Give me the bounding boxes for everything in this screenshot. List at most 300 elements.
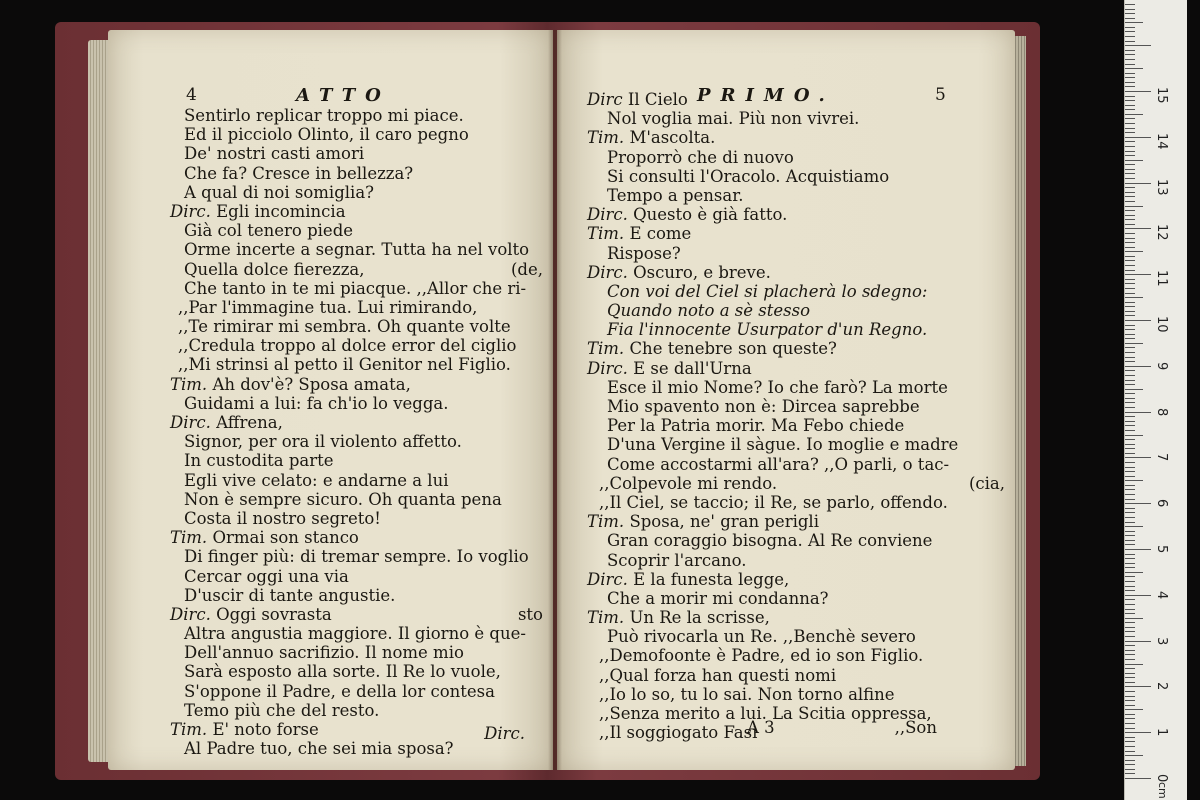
ruler-number: 12: [1154, 224, 1169, 241]
ruler-tick: [1125, 654, 1135, 655]
ruler-tick: [1125, 609, 1135, 610]
ruler-number: 10: [1154, 316, 1169, 333]
ruler-tick: [1125, 444, 1135, 445]
line-text: ,,Il Ciel, se taccio; il Re, se parlo, offendo.: [599, 492, 948, 512]
ruler-number: 9: [1154, 361, 1169, 371]
ruler-tick: [1125, 531, 1135, 532]
ruler-tick: [1125, 476, 1135, 477]
ruler-tick: [1125, 96, 1135, 97]
ruler-tick: [1125, 59, 1135, 60]
ruler-tick: [1125, 274, 1151, 275]
ruler-tick: [1125, 238, 1135, 239]
verse-line: [108, 567, 553, 586]
ruler-number: 5: [1154, 545, 1169, 554]
line-text: Quella dolce fierezza,: [184, 259, 365, 279]
verse-line: [108, 394, 553, 413]
ruler-tick: [1125, 361, 1135, 362]
ruler-number: 11: [1154, 270, 1169, 287]
ruler-tick: [1125, 389, 1143, 390]
line-text: Può rivocarla un Re. ,,Benchè severo: [607, 627, 916, 647]
ruler-tick: [1125, 169, 1135, 170]
line-text: Costa il nostro segreto!: [184, 508, 381, 528]
verse-line: [108, 682, 553, 701]
line-text: Ed il picciolo Olinto, il caro pegno: [184, 125, 469, 145]
ruler-tick: [1125, 357, 1135, 358]
ruler-number: 3: [1154, 636, 1169, 645]
verse-line: [557, 435, 1015, 454]
ruler-tick: [1125, 631, 1135, 632]
line-text: Dell'annuo sacrifizio. Il nome mio: [184, 643, 464, 663]
ruler-tick: [1125, 554, 1135, 555]
left-page-footer: [108, 726, 553, 748]
speech-line: [557, 570, 1015, 589]
ruler-tick: [1125, 151, 1135, 152]
ruler-tick: [1125, 82, 1135, 83]
line-text: Esce il mio Nome? Io che farò? La morte: [607, 377, 948, 397]
line-text: Guidami a lui: fa ch'io lo vegga.: [184, 393, 449, 413]
line-text: ,,Demofoonte è Padre, ed io son Figlio.: [599, 646, 924, 666]
catchword: Dirc.: [484, 724, 525, 743]
verse-line: [557, 666, 1015, 685]
ruler-number: 1: [1154, 728, 1169, 737]
verse-line: [557, 646, 1015, 665]
ruler-number: 8: [1154, 407, 1169, 416]
line-text: Di finger più: di tremar sempre. Io voglio: [184, 547, 529, 567]
ruler-tick: [1125, 293, 1135, 294]
line-text: Sposa, ne' gran perigli: [629, 512, 819, 532]
ruler-tick: [1125, 109, 1135, 110]
speech-line: [108, 413, 553, 432]
ruler-tick: [1125, 576, 1135, 577]
ruler-tick: [1125, 645, 1135, 646]
verse-line: [557, 685, 1015, 704]
ruler-tick: [1125, 283, 1135, 284]
ruler-tick: [1125, 31, 1135, 32]
ruler-tick: [1125, 700, 1135, 701]
verse-line: [557, 493, 1015, 512]
line-text: Ah dov'è? Sposa amata,: [212, 374, 411, 394]
line-text: S'oppone il Padre, e della lor contesa: [184, 681, 495, 701]
speaker-name: Tim.: [170, 528, 208, 548]
ruler-tick: [1125, 686, 1151, 687]
line-text: Che a morir mi condanna?: [607, 588, 829, 608]
ruler-tick: [1125, 691, 1135, 692]
line-text: Oscuro, e breve.: [633, 262, 771, 282]
verse-line: [557, 704, 1015, 723]
ruler-tick: [1125, 604, 1135, 605]
ruler-tick: [1125, 215, 1135, 216]
line-text: D'uscir di tante angustie.: [184, 585, 396, 605]
speaker-name: Tim.: [170, 720, 208, 739]
verse-line: [108, 317, 553, 336]
ruler-tick: [1125, 219, 1135, 220]
line-text: ,,Colpevole mi rendo.: [599, 473, 778, 493]
ruler-tick: [1125, 114, 1143, 115]
speech-line: [557, 224, 1015, 243]
ruler-tick: [1125, 732, 1151, 733]
left-page: [108, 30, 553, 770]
running-head: PRIMO.: [697, 85, 835, 106]
ruler-number: 0: [1154, 774, 1169, 783]
line-text: Non è sempre sicuro. Oh quanta pena: [184, 489, 502, 509]
speech-line: [557, 512, 1015, 531]
ruler-tick: [1125, 480, 1143, 481]
ruler-tick: [1125, 196, 1135, 197]
ruler-tick: [1125, 366, 1151, 367]
speech-line: [557, 339, 1015, 358]
speaker-name: Tim.: [587, 224, 625, 244]
ruler-tick: [1125, 718, 1135, 719]
ruler-tick: [1125, 247, 1135, 248]
ruler-number: 6: [1154, 499, 1169, 508]
ruler-tick: [1125, 512, 1135, 513]
ruler-tick: [1125, 27, 1135, 28]
ruler-tick: [1125, 77, 1135, 78]
line-text: De' nostri casti amori: [184, 144, 365, 164]
ruler-tick: [1125, 746, 1135, 747]
line-text: Temo più che del resto.: [184, 700, 380, 720]
ruler-tick: [1125, 471, 1135, 472]
ruler-tick: [1125, 352, 1135, 353]
line-text: M'ascolta.: [629, 128, 716, 148]
ruler-tick: [1125, 618, 1143, 619]
ruler-tick: [1125, 751, 1135, 752]
ruler-tick: [1125, 508, 1135, 509]
right-page: [557, 30, 1015, 770]
line-text: Che fa? Cresce in bellezza?: [184, 163, 414, 183]
line-text: ,,Qual forza han questi nomi: [599, 665, 837, 685]
ruler-number: 2: [1154, 682, 1169, 691]
ruler-tick: [1125, 64, 1135, 65]
ruler-tick: [1125, 393, 1135, 394]
line-text: Il Cielo: [627, 90, 688, 109]
line-text: Signor, per ora il violento affetto.: [184, 432, 462, 452]
ruler-tick: [1125, 407, 1135, 408]
ruler-tick: [1125, 160, 1143, 161]
speech-line: [557, 90, 1015, 109]
verse-line: [557, 627, 1015, 646]
ruler-tick: [1125, 128, 1135, 129]
line-text: Egli vive celato: e andarne a lui: [184, 470, 449, 490]
ruler-number: 14: [1154, 132, 1169, 150]
ruler-tick: [1125, 288, 1135, 289]
speech-line: [108, 375, 553, 394]
ruler-tick: [1125, 728, 1135, 729]
line-text: Ormai son stanco: [212, 528, 359, 548]
ruler-tick: [1125, 627, 1135, 628]
verse-line: [108, 586, 553, 605]
ruler-tick: [1125, 41, 1135, 42]
line-text: Fia l'innocente Usurpator d'un Regno.: [607, 320, 928, 340]
verse-line: [108, 279, 553, 298]
verse-line: [108, 432, 553, 451]
verse-line: [108, 355, 553, 374]
verse-line: [108, 260, 553, 279]
line-text: Come accostarmi all'ara? ,,O parli, o tac-: [607, 454, 950, 474]
ruler-tick: [1125, 260, 1135, 261]
ruler-tick: [1125, 100, 1135, 101]
line-text: E come: [629, 224, 692, 244]
ruler-tick: [1125, 201, 1135, 202]
ruler-tick: [1125, 467, 1135, 468]
page-number: 5: [935, 85, 946, 105]
ruler-tick: [1125, 398, 1135, 399]
verse-line: [108, 509, 553, 528]
ruler-tick: [1125, 448, 1135, 449]
verse-line: [108, 183, 553, 202]
line-text: Mio spavento non è: Dircea saprebbe: [607, 397, 920, 416]
line-text: D'una Vergine il sàgue. Io moglie e madre: [607, 435, 959, 455]
ruler-tick: [1125, 297, 1143, 298]
line-text: Cercar oggi una via: [184, 566, 349, 586]
ruler-tick: [1125, 773, 1135, 774]
right-page-footer: [557, 718, 1015, 748]
ruler-tick: [1125, 36, 1135, 37]
speaker-name: Tim.: [170, 374, 208, 394]
verse-line: [557, 301, 1015, 320]
verse-line: [108, 144, 553, 163]
ruler-tick: [1125, 375, 1135, 376]
ruler-tick: [1125, 412, 1151, 413]
speaker-name: Dirc.: [170, 201, 211, 221]
verse-line: [557, 531, 1015, 550]
line-text: ,,Il soggiogato Fasi: [599, 723, 758, 743]
verse-line: [557, 397, 1015, 416]
line-text: Con voi del Ciel si placherà lo sdegno:: [607, 281, 928, 301]
ruler-tick: [1125, 18, 1135, 19]
line-text: ,,Credula troppo al dolce error del ciglio: [178, 336, 517, 356]
ruler-tick: [1125, 714, 1135, 715]
line-text: Affrena,: [216, 413, 283, 432]
line-text: Quando noto a sè stesso: [607, 301, 811, 321]
verse-line: [108, 662, 553, 681]
ruler-tick: [1125, 590, 1135, 591]
verse-line: [557, 551, 1015, 570]
speaker-name: Dirc.: [170, 604, 211, 624]
line-text: Si consulti l'Oracolo. Acquistiamo: [607, 166, 890, 186]
ruler-tick: [1125, 68, 1143, 69]
ruler-tick: [1125, 164, 1135, 165]
verse-line: [557, 589, 1015, 608]
ruler-tick: [1125, 595, 1151, 596]
line-text: Scoprir l'arcano.: [607, 550, 747, 570]
ruler-tick: [1125, 517, 1135, 518]
ruler-number: 4: [1154, 590, 1169, 600]
ruler-tick: [1125, 677, 1135, 678]
ruler-tick: [1125, 329, 1135, 330]
ruler-tick: [1125, 256, 1135, 257]
ruler-tick: [1125, 544, 1135, 545]
ruler-tick: [1125, 86, 1135, 87]
line-text: E se dall'Urna: [633, 358, 752, 378]
ruler-tick: [1125, 91, 1151, 92]
ruler-tick: [1125, 13, 1135, 14]
speaker-name: Tim.: [587, 608, 625, 628]
ruler-tick: [1125, 755, 1143, 756]
ruler-tick: [1125, 311, 1135, 312]
verse-line: [557, 244, 1015, 263]
ruler-tick: [1125, 636, 1135, 637]
line-text: ,,Mi strinsi al petto il Genitor nel Figlio.: [178, 355, 511, 375]
ruler-tick: [1125, 224, 1135, 225]
verse-line: [557, 109, 1015, 128]
line-text: Sarà esposto alla sorte. Il Re lo vuole,: [184, 662, 501, 682]
ruler-tick: [1125, 279, 1135, 280]
ruler-tick: [1125, 764, 1135, 765]
speech-line: [557, 608, 1015, 627]
signature-mark: A 3: [747, 718, 775, 737]
speaker-name: Dirc.: [587, 358, 628, 378]
catchword: ,,Son: [894, 718, 937, 737]
speaker-name: Dirc.: [587, 569, 628, 589]
ruler-tick: [1125, 343, 1143, 344]
ruler-tick: [1125, 586, 1135, 587]
ruler-tick: [1125, 183, 1151, 184]
running-head: ATTO: [296, 85, 391, 106]
book-gutter: [548, 30, 562, 770]
ruler-tick: [1125, 622, 1135, 623]
carried-word: (de,: [510, 259, 543, 279]
carried-word: sto: [517, 604, 543, 624]
ruler-tick: [1125, 380, 1135, 381]
ruler-tick: [1125, 315, 1135, 316]
verse-line: [108, 125, 553, 144]
verse-line: [557, 474, 1015, 493]
ruler-tick: [1125, 141, 1135, 142]
ruler-tick: [1125, 430, 1135, 431]
ruler-tick: [1125, 132, 1135, 133]
ruler-tick: [1125, 242, 1135, 243]
page-number: 4: [186, 85, 197, 105]
verse-line: [108, 106, 553, 125]
line-text: Questo è già fatto.: [633, 205, 788, 225]
ruler-tick: [1125, 251, 1143, 252]
ruler-tick: [1125, 499, 1135, 500]
measuring-ruler: [1124, 0, 1187, 800]
ruler-tick: [1125, 673, 1135, 674]
ruler-tick: [1125, 668, 1135, 669]
speech-line: [108, 528, 553, 547]
verse-line: [557, 416, 1015, 435]
line-text: Oggi sovrasta: [216, 604, 332, 624]
ruler-tick: [1125, 4, 1135, 5]
ruler-tick: [1125, 265, 1135, 266]
verse-line: [108, 471, 553, 490]
ruler-tick: [1125, 522, 1135, 523]
ruler-tick: [1125, 549, 1151, 550]
ruler-tick: [1125, 178, 1135, 179]
line-text: ,,Te rimirar mi sembra. Oh quante volte: [178, 317, 511, 337]
ruler-tick: [1125, 705, 1135, 706]
verse-line: [108, 164, 553, 183]
line-text: Egli incomincia: [216, 201, 346, 221]
ruler-tick: [1125, 306, 1135, 307]
ruler-number: 15: [1154, 87, 1169, 104]
ruler-tick: [1125, 558, 1135, 559]
ruler-tick: [1125, 526, 1143, 527]
speaker-name: Dirc.: [587, 262, 628, 282]
verse-line: [108, 298, 553, 317]
ruler-tick: [1125, 173, 1135, 174]
ruler-tick: [1125, 118, 1135, 119]
ruler-tick: [1125, 421, 1135, 422]
speaker-name: Tim.: [587, 339, 625, 359]
ruler-tick: [1125, 9, 1135, 10]
verse-line: [557, 455, 1015, 474]
speaker-name: Dirc: [587, 90, 623, 109]
ruler-number: 13: [1154, 178, 1169, 196]
ruler-tick: [1125, 650, 1135, 651]
text-block: [108, 106, 553, 758]
ruler-tick: [1125, 228, 1151, 229]
ruler-tick: [1125, 425, 1135, 426]
ruler-tick: [1125, 682, 1135, 683]
ruler-tick: [1125, 489, 1135, 490]
ruler-tick: [1125, 613, 1135, 614]
ruler-tick: [1125, 370, 1135, 371]
ruler-tick: [1125, 581, 1135, 582]
ruler-tick: [1125, 737, 1135, 738]
ruler-tick: [1125, 155, 1135, 156]
ruler-tick: [1125, 146, 1135, 147]
ruler-tick: [1125, 641, 1151, 642]
line-text: E la funesta legge,: [633, 569, 790, 589]
ruler-tick: [1125, 540, 1135, 541]
ruler-tick: [1125, 563, 1135, 564]
ruler-tick: [1125, 270, 1135, 271]
line-text: Tempo a pensar.: [607, 185, 744, 205]
line-text: Già col tenero piede: [184, 221, 354, 241]
verse-line: [557, 378, 1015, 397]
speech-line: [557, 263, 1015, 282]
ruler-tick: [1125, 347, 1135, 348]
ruler-number: 7: [1154, 453, 1169, 462]
ruler-tick: [1125, 137, 1151, 138]
ruler-tick: [1125, 325, 1135, 326]
verse-line: [557, 282, 1015, 301]
verse-line: [108, 221, 553, 240]
left-page-header: [108, 86, 553, 108]
ruler-tick: [1125, 402, 1135, 403]
speaker-name: Tim.: [587, 128, 625, 148]
ruler-tick: [1125, 503, 1151, 504]
ruler-tick: [1125, 741, 1135, 742]
line-text: Che tenebre son queste?: [629, 339, 837, 359]
line-text: ,,Senza merito a lui. La Scitia oppressa,: [599, 704, 932, 723]
line-text: Rispose?: [607, 243, 681, 263]
verse-line: [108, 490, 553, 509]
ruler-tick: [1125, 760, 1135, 761]
line-text: Un Re la scrisse,: [629, 608, 770, 628]
ruler-tick: [1125, 696, 1135, 697]
text-block: [557, 90, 1015, 742]
ruler-tick: [1125, 206, 1143, 207]
ruler-tick: [1125, 435, 1143, 436]
ruler-tick: [1125, 302, 1135, 303]
ruler-tick: [1125, 54, 1135, 55]
ruler-tick: [1125, 50, 1135, 51]
ruler-tick: [1125, 384, 1135, 385]
verse-line: [108, 643, 553, 662]
line-text: Gran coraggio bisogna. Al Re conviene: [607, 531, 933, 551]
ruler-tick: [1125, 572, 1143, 573]
speech-line: [557, 128, 1015, 147]
ruler-tick: [1125, 659, 1135, 660]
line-text: ,,Par l'immagine tua. Lui rimirando,: [178, 297, 478, 317]
line-text: Proporrò che di nuovo: [607, 147, 794, 167]
verse-line: [108, 240, 553, 259]
ruler-tick: [1125, 599, 1135, 600]
